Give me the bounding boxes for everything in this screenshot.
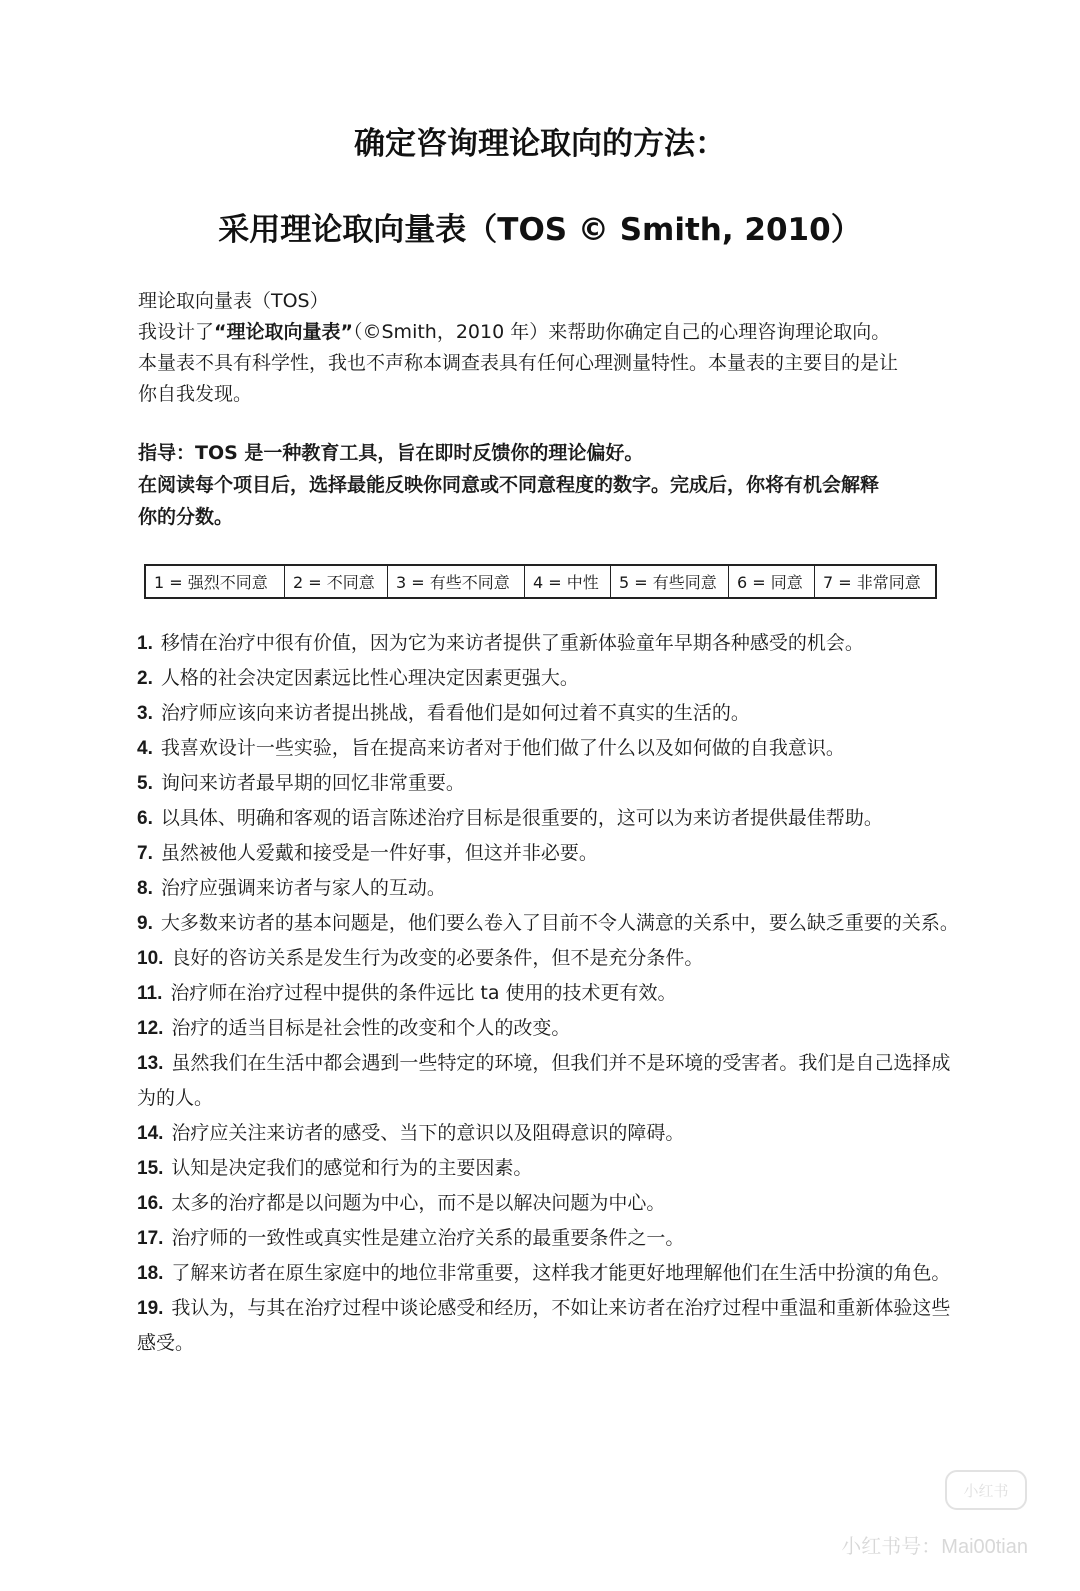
item-text: 我认为，与其在治疗过程中谈论感受和经历，不如让来访者在治疗过程中重温和重新体验这些感受。 bbox=[137, 1297, 951, 1354]
item-number: 3. bbox=[137, 703, 153, 724]
item-text: 治疗师应该向来访者提出挑战，看看他们是如何过着不真实的生活的。 bbox=[160, 702, 750, 724]
item-number: 2. bbox=[137, 668, 153, 689]
item-number: 11. bbox=[137, 983, 163, 1004]
item-text: 治疗的适当目标是社会性的改变和个人的改变。 bbox=[171, 1017, 571, 1039]
watermark-text: 小红书号：Mai00tian bbox=[841, 1536, 1028, 1558]
list-item bbox=[137, 731, 967, 766]
list-item bbox=[137, 1011, 967, 1046]
item-text: 虽然被他人爱戴和接受是一件好事，但这并非必要。 bbox=[160, 842, 598, 864]
list-item bbox=[137, 976, 967, 1011]
list-item bbox=[137, 766, 967, 801]
scale-cell-5: 5 = 有些同意 bbox=[611, 566, 729, 597]
list-item bbox=[137, 1291, 967, 1361]
list-item bbox=[137, 871, 967, 906]
item-number: 19. bbox=[137, 1298, 164, 1319]
item-number: 16. bbox=[137, 1193, 164, 1214]
list-item bbox=[137, 1221, 967, 1256]
list-item bbox=[137, 1151, 967, 1186]
item-number: 9. bbox=[137, 913, 153, 934]
scale-cell-1: 1 = 强烈不同意 bbox=[146, 566, 285, 597]
list-item bbox=[137, 1256, 967, 1291]
list-item bbox=[137, 836, 967, 871]
intro-disclaimer: 本量表不具有科学性，我也不声称本调查表具有任何心理测量特性。本量表的主要目的是让 bbox=[138, 352, 899, 374]
intro-scale-name: “理论取向量表” bbox=[214, 321, 353, 343]
intro-paragraph bbox=[138, 317, 958, 348]
item-text: 良好的咨访关系是发生行为改变的必要条件，但不是充分条件。 bbox=[171, 947, 704, 969]
list-item bbox=[137, 1186, 967, 1221]
instructions-line-2: 在阅读每个项目后，选择最能反映你同意或不同意程度的数字。完成后，你将有机会解释 bbox=[138, 474, 880, 496]
item-text: 治疗应强调来访者与家人的互动。 bbox=[160, 877, 446, 899]
instructions bbox=[138, 437, 958, 533]
item-text: 治疗师的一致性或真实性是建立治疗关系的最重要条件之一。 bbox=[171, 1227, 685, 1249]
item-text: 移情在治疗中很有价值，因为它为来访者提供了重新体验童年早期各种感受的机会。 bbox=[160, 632, 864, 654]
item-text: 认知是决定我们的感觉和行为的主要因素。 bbox=[171, 1157, 533, 1179]
intro-section bbox=[138, 286, 958, 410]
item-text: 太多的治疗都是以问题为中心，而不是以解决问题为中心。 bbox=[171, 1192, 666, 1214]
item-number: 8. bbox=[137, 878, 153, 899]
item-number: 13. bbox=[137, 1053, 164, 1074]
list-item bbox=[137, 1116, 967, 1151]
list-item bbox=[137, 941, 967, 976]
rating-scale-table bbox=[144, 564, 937, 599]
item-number: 18. bbox=[137, 1263, 164, 1284]
item-number: 4. bbox=[137, 738, 153, 759]
intro-disclaimer-end: 你自我发现。 bbox=[138, 383, 253, 405]
list-item bbox=[137, 801, 967, 836]
item-number: 14. bbox=[137, 1123, 164, 1144]
item-number: 17. bbox=[137, 1228, 164, 1249]
scale-cell-3: 3 = 有些不同意 bbox=[388, 566, 525, 597]
scale-cell-6: 6 = 同意 bbox=[729, 566, 815, 597]
intro-text-post: （©Smith，2010 年）来帮助你确定自己的心理咨询理论取向。 bbox=[353, 321, 891, 343]
watermark-logo: 小红书 bbox=[945, 1470, 1027, 1510]
instructions-line-3: 你的分数。 bbox=[138, 506, 234, 528]
list-item bbox=[137, 696, 967, 731]
item-text: 治疗应关注来访者的感受、当下的意识以及阻碍意识的障碍。 bbox=[171, 1122, 685, 1144]
list-item bbox=[137, 906, 967, 941]
instructions-line-1: 指导：TOS 是一种教育工具，旨在即时反馈你的理论偏好。 bbox=[138, 442, 644, 464]
item-number: 7. bbox=[137, 843, 153, 864]
item-number: 1. bbox=[137, 633, 153, 654]
page-subtitle: 采用理论取向量表（TOS © Smith, 2010） bbox=[218, 212, 862, 248]
item-text: 询问来访者最早期的回忆非常重要。 bbox=[160, 772, 465, 794]
item-number: 10. bbox=[137, 948, 164, 969]
scale-cell-4: 4 = 中性 bbox=[525, 566, 611, 597]
page-title: 确定咨询理论取向的方法： bbox=[354, 126, 726, 162]
intro-heading: 理论取向量表（TOS） bbox=[138, 290, 329, 312]
scale-cell-2: 2 = 不同意 bbox=[285, 566, 388, 597]
item-number: 15. bbox=[137, 1158, 164, 1179]
item-text: 了解来访者在原生家庭中的地位非常重要，这样我才能更好地理解他们在生活中扮演的角色。 bbox=[171, 1262, 951, 1284]
item-text: 虽然我们在生活中都会遇到一些特定的环境，但我们并不是环境的受害者。我们是自己选择成为的人。 bbox=[137, 1052, 951, 1109]
item-number: 12. bbox=[137, 1018, 164, 1039]
list-item bbox=[137, 1046, 967, 1116]
item-text: 以具体、明确和客观的语言陈述治疗目标是很重要的，这可以为来访者提供最佳帮助。 bbox=[160, 807, 883, 829]
list-item bbox=[137, 626, 967, 661]
scale-cell-7: 7 = 非常同意 bbox=[823, 573, 921, 592]
item-text: 我喜欢设计一些实验，旨在提高来访者对于他们做了什么以及如何做的自我意识。 bbox=[160, 737, 845, 759]
item-number: 5. bbox=[137, 773, 153, 794]
intro-text-pre: 我设计了 bbox=[138, 321, 215, 343]
item-text: 人格的社会决定因素远比性心理决定因素更强大。 bbox=[160, 667, 579, 689]
item-list bbox=[137, 626, 967, 1361]
item-number: 6. bbox=[137, 808, 153, 829]
item-text: 大多数来访者的基本问题是，他们要么卷入了目前不令人满意的关系中，要么缺乏重要的关系。 bbox=[160, 912, 959, 934]
list-item bbox=[137, 661, 967, 696]
item-text: 治疗师在治疗过程中提供的条件远比 ta 使用的技术更有效。 bbox=[170, 982, 677, 1004]
